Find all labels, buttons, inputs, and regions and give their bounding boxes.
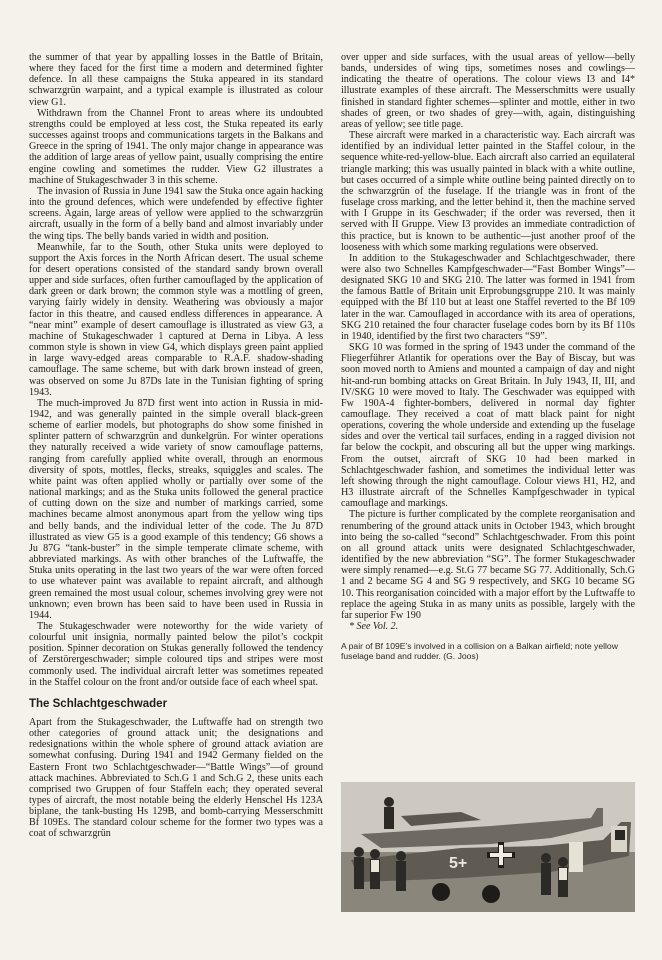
photo-caption: A pair of Bf 109E’s involved in a collision on a Balkan airfield; note yellow fuselage band and rudder. (G. Joos) bbox=[341, 641, 618, 662]
paragraph: The invasion of Russia in June 1941 saw the Stuka once again hacking into the ground defences, which were undefended by effective fighter screens. Again, large areas of yellow were applied to the schwarzgrün aircraft, usually in the form of a belly band and almost invariably under the wing tips. The belly bands varied in width and position. bbox=[29, 185, 323, 242]
footnote: * See Vol. 2. bbox=[349, 620, 399, 632]
right-column bbox=[341, 52, 635, 661]
paragraph: Apart from the Stukageschwader, the Luftwaffe had on strength two other categories of ground attack unit; the designations and redesignations within the whole sphere of ground attack aviation are somewhat confusing. During 1941 and 1942 Germany fielded on the Eastern Front two Schlachtgeschwader—“Battle Wings”—of ground attack machines. Abbreviated to Sch.G 1 and Sch.G 2, these units each comprised two Gruppen of four Staffeln each; they operated several types of aircraft, the most notable being the elderly Henschel Hs 123A biplane, the tank-busting Hs 129B, and bomb-carrying Messerschmitt Bf 109Es. The standard colour scheme for the former two types was a coat of schwarzgrün bbox=[29, 716, 323, 840]
paragraph: the summer of that year by appalling losses in the Battle of Britain, where they faced for the first time a modern and determined fighter defence. In all these campaigns the Stuka appeared in its standard schwarzgrün warpaint, and a typical example is illustrated as colour view G1. bbox=[29, 52, 323, 108]
photo-illustration bbox=[341, 782, 635, 912]
paragraph: In addition to the Stukageschwader and Schlachtgeschwader, there were also two Schnelles Kampfgeschwader—“Fast Bomber Wings”—designated SKG 10 and SKG 210. The latter was formed in 1941 from the famous Battle of Britain unit Erprobungsgruppe 210. It was mainly equipped with the Bf 110 but at least one Staffel reverted to the Bf 109 later in the war. Camouflaged in accordance with its area of operations, SKG 210 retained the four character fuselage codes born by its Bf 110s in 1940, identified by the first two characters “S9”. bbox=[341, 252, 635, 342]
paragraph: Withdrawn from the Channel Front to areas where its undoubted strengths could be employed at less cost, the Stuka repeated its early successes against troops and communications targets in the Balkans and Greece in the spring of 1941. The only major change in appearance was the addition of large areas of yellow paint, usually comprising the entire engine cowling and sometimes the rudder. View G2 illustrates a machine of Stukageschwader 3 in this scheme. bbox=[29, 107, 323, 186]
left-column bbox=[29, 52, 323, 840]
paragraph: The Stukageschwader were noteworthy for the wide variety of colourful unit insignia, normally painted below the pilot’s cockpit position. Spinner decoration on Stukas generally followed the tendency of Zerstörergeschwader; simple coloured tips and stripes were most commonly used. The individual aircraft letter was sometimes repeated in the Staffel colour on the front and/or outside face of each wheel spat. bbox=[29, 620, 323, 688]
fuselage-code: 5+ bbox=[449, 855, 468, 872]
aircraft-photo bbox=[341, 782, 635, 912]
paragraph: The picture is further complicated by the complete reorganisation and renumbering of the ground attack units in October 1943, which brought into being the so-called “second” Schlachtgeschwader. From this point on all ground attack units were designated Schlachtgeschwader, identified by the new abbreviation “SG”. The former Stukageschwader were simply renamed—e.g. St.G 77 became SG 77. Additionally, Sch.G 1 and 2 became SG 4 and SG 9 respectively, and SKG 10 became SG 10. This reorganisation coincided with a major effort by the Luftwaffe to replace the ageing Stuka in as many units as possible, largely with the far superior Fw 190 bbox=[341, 509, 635, 621]
paragraph: SKG 10 was formed in the spring of 1943 under the command of the Fliegerführer Atlantik for operations over the Bay of Biscay, but was soon moved north to Amiens and mounted a campaign of day and night hit-and-run bombing attacks on Great Britain. In July 1943, II, III, and IV/SKG 10 were moved to Italy. The Geschwader was equipped with Fw 190A-4 fighter-bombers, delivered in normal day fighter camouflage. They received a coat of matt black paint for night operations, covering the whole underside and extending up the fuselage sides and over the vertical tail surfaces, ending in a ragged division not far below the cockpit, and obscuring all but the upper wing markings. From the outset, aircraft of SKG 10 had been marked in Schlachtgeschwader fashion, and sometimes the individual letter was left showing through the night camouflage. Colour views H1, H2, and H3 illustrate aircraft of the Schnelles Kampfgeschwader in typical camouflage and markings. bbox=[341, 342, 635, 510]
paragraph: These aircraft were marked in a characteristic way. Each aircraft was identified by an individual letter painted in the Staffel colour, in the sequence white-red-yellow-blue. Each aircraft also carried an equilateral triangle marking; this was usually painted in black with a white outline, but cases occurred of a simple white outline being painted directly on to the schwarzgrün of the fuselage. If the triangle was in front of the fuselage cross marking, and the letter behind it, then the machine served with I Gruppe in its Geschwader; if the order was reversed, then it served with II Gruppe. View I3 provides an immediate contradiction of this practice, but is known to be authentic—just another proof of the looseness with which some marking regulations were observed. bbox=[341, 130, 635, 253]
paragraph: Meanwhile, far to the South, other Stuka units were deployed to support the Axis forces in the North African desert. The usual scheme for desert operations consisted of the standard sandy brown overall upper and side surfaces, often further camouflaged by the application of dark green or dark brown; the common style was a mottling of green, varying fairly widely in density. Weathering was obviously a major factor in this theatre, and caused endless differences in appearance. A “near mint” example of desert camouflage is illustrated as view G3, a machine of Stukageschwader 1 captured at Derna in Libya. A less common style is shown in view G4, which displays green paint applied in large wavy-edged areas comparable to R.A.F. shadow-shading camouflage. The same scheme, but with dark brown instead of green, was observed on some Ju 87Ds late in the Tunisian fighting of spring 1943. bbox=[29, 241, 323, 398]
section-heading: The Schlachtgeschwader bbox=[29, 697, 168, 710]
paragraph: over upper and side surfaces, with the usual areas of yellow—belly bands, undersides of wing tips, sometimes noses and cowlings—indicating the theatre of operations. The colour views I3 and I4* illustrate examples of these aircraft. The Messerschmitts were usually finished in standard fighter schemes—splinter and mottle, either in two shades of green, or two shades of grey—with, again, distinguishing areas of yellow; see title page. bbox=[341, 52, 635, 130]
paragraph: The much-improved Ju 87D first went into action in Russia in mid-1942, and was generally painted in the simple overall black-green scheme of earlier models, but photographs do show some finished in splinter pattern of schwarzgrün and dunkelgrün. For winter operations they naturally received a wide variety of snow camouflage patterns, ranging from carefully applied white overall, through an enormous diversity of spots, mottles, flecks, streaks, squiggles and scales. The white paint was often applied wholly or partially over some of the national markings; and as the Stuka units followed the general practice of cutting down on the size and number of markings carried, some machines became almost anonymous apart from the yellow wing tips and belly bands, and the individual letter of the code. The Ju 87D illustrated as view G5 is a good example of this tendency; G6 shows a Ju 87G “tank-buster” in the simple temperate climate scheme, with abbreviated markings. As with other branches of the Luftwaffe, the Stuka units operating in the last two years of the war were often forced to use whatever paint was available to repaint aircraft, and although green remained the most usual colour, schemes involving grey were not unknown; even brown has been said to have been used in Russia in 1944. bbox=[29, 397, 323, 621]
